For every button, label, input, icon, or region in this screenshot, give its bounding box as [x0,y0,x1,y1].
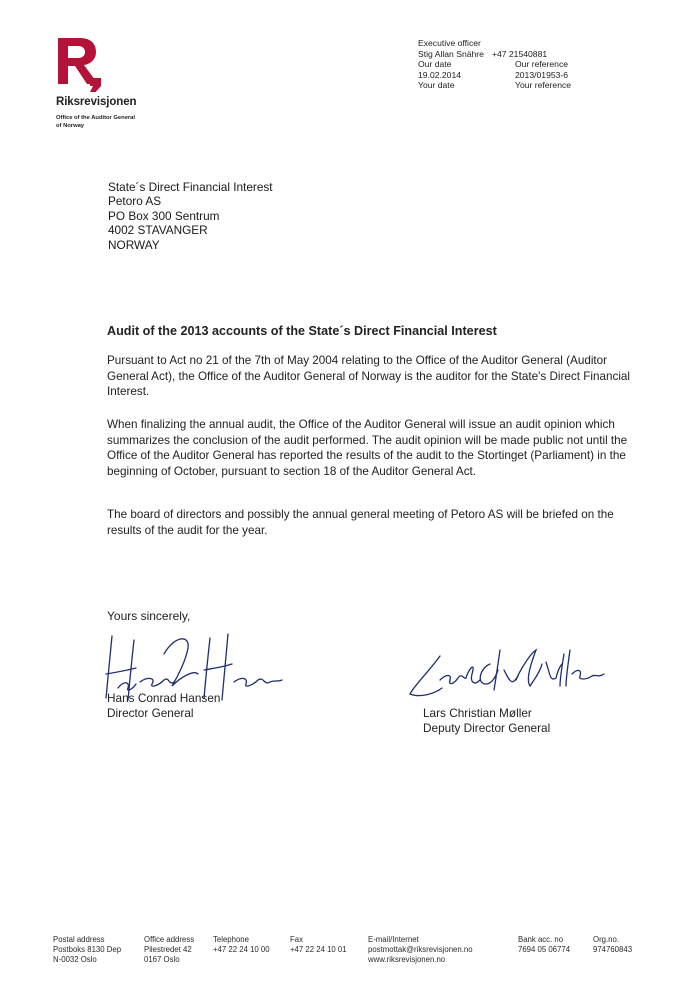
organization-subtitle-line1: Office of the Auditor General [56,115,136,121]
footer-office-label: Office address [144,935,195,944]
signature-2-handwriting [400,640,610,710]
footer-fax [290,935,347,955]
your-date-reference-row [418,80,571,91]
organization-logo [56,36,176,146]
executive-officer-row [418,49,571,60]
signatory-2 [423,706,550,736]
recipient-line: State´s Direct Financial Interest [108,180,273,194]
organization-subtitle-line2: of Norway [56,123,85,129]
footer-fax-label: Fax [290,935,303,944]
letter-paragraph-3: The board of directors and possibly the annual general meeting of Petoro AS will be briefed on the results of the audit for the year. [107,508,614,537]
footer-telephone [213,935,270,955]
signatory-2-name: Lars Christian Møller [423,706,532,720]
our-date-label: Our date [418,59,452,70]
letter-closing: Yours sincerely, [107,609,191,623]
recipient-line: 4002 STAVANGER [108,223,208,238]
footer-bank [518,935,570,955]
recipient-address [108,180,273,252]
footer-org-label: Org.no. [593,935,620,944]
footer-office-line1: Pilestredet 42 [144,945,192,955]
recipient-line: NORWAY [108,237,160,252]
recipient-line: PO Box 300 Sentrum [108,208,220,223]
letter-footer [53,935,653,975]
footer-website: www.riksrevisjonen.no [368,955,446,965]
executive-officer-phone: +47 21540881 [491,48,548,59]
footer-email-address: postmottak@riksrevisjonen.no [368,945,473,955]
your-reference-label: Your reference [515,80,572,91]
footer-office [144,935,194,966]
executive-officer-name: Stig Allan Snähre [418,48,484,59]
your-date-label: Your date [418,80,455,91]
footer-org-number: 974760843 [593,945,633,955]
footer-bank-number: 7694 05 06774 [518,945,571,955]
footer-postal-line1: Postboks 8130 Dep [53,945,122,955]
signatory-1 [107,691,220,721]
organization-name: Riksrevisjonen [56,96,137,108]
riksrevisjonen-logo-mark [56,36,116,92]
footer-org [593,935,632,955]
letter-paragraph-2: When finalizing the annual audit, the Office of the Auditor General will issue an audit opinion which summarizes the conclusion of the audit performed. The audit opinion will be made public not until the Office of the Auditor General has reported the results of the audit to the Stortinget (Parliament) in the beginning of October, pursuant to section 18 of the Auditor General Act. [107,418,628,478]
letter-meta [418,38,571,91]
our-date: 19.02.2014 [418,69,462,80]
executive-officer-label: Executive officer [418,38,481,48]
recipient-line: Petoro AS [108,194,162,209]
signatory-2-title: Deputy Director General [423,721,551,735]
footer-telephone-label: Telephone [213,935,249,944]
date-reference-label-row [418,59,571,70]
footer-bank-label: Bank acc. no [518,935,564,944]
letter-paragraph-1: Pursuant to Act no 21 of the 7th of May 2004 relating to the Office of the Auditor General (Auditor General Act), the Office of the Auditor General of Norway is the auditor for the State's Direct Financial Interest. [107,354,631,399]
letter-subject: Audit of the 2013 accounts of the State´s Direct Financial Interest [107,324,497,338]
our-reference-label: Our reference [515,59,569,70]
date-reference-row [418,70,571,81]
signatory-1-title: Director General [107,706,194,720]
footer-email [368,935,473,966]
our-reference: 2013/01953-6 [515,69,569,80]
footer-postal [53,935,121,966]
executive-officer-label-row [418,38,571,49]
footer-office-line2: 0167 Oslo [144,955,180,965]
signatory-1-name: Hans Conrad Hansen [107,691,221,705]
footer-telephone-number: +47 22 24 10 00 [213,945,270,955]
footer-postal-line2: N-0032 Oslo [53,955,97,965]
footer-postal-label: Postal address [53,935,105,944]
footer-email-label: E-mail/Internet [368,935,419,944]
footer-fax-number: +47 22 24 10 01 [290,945,347,955]
